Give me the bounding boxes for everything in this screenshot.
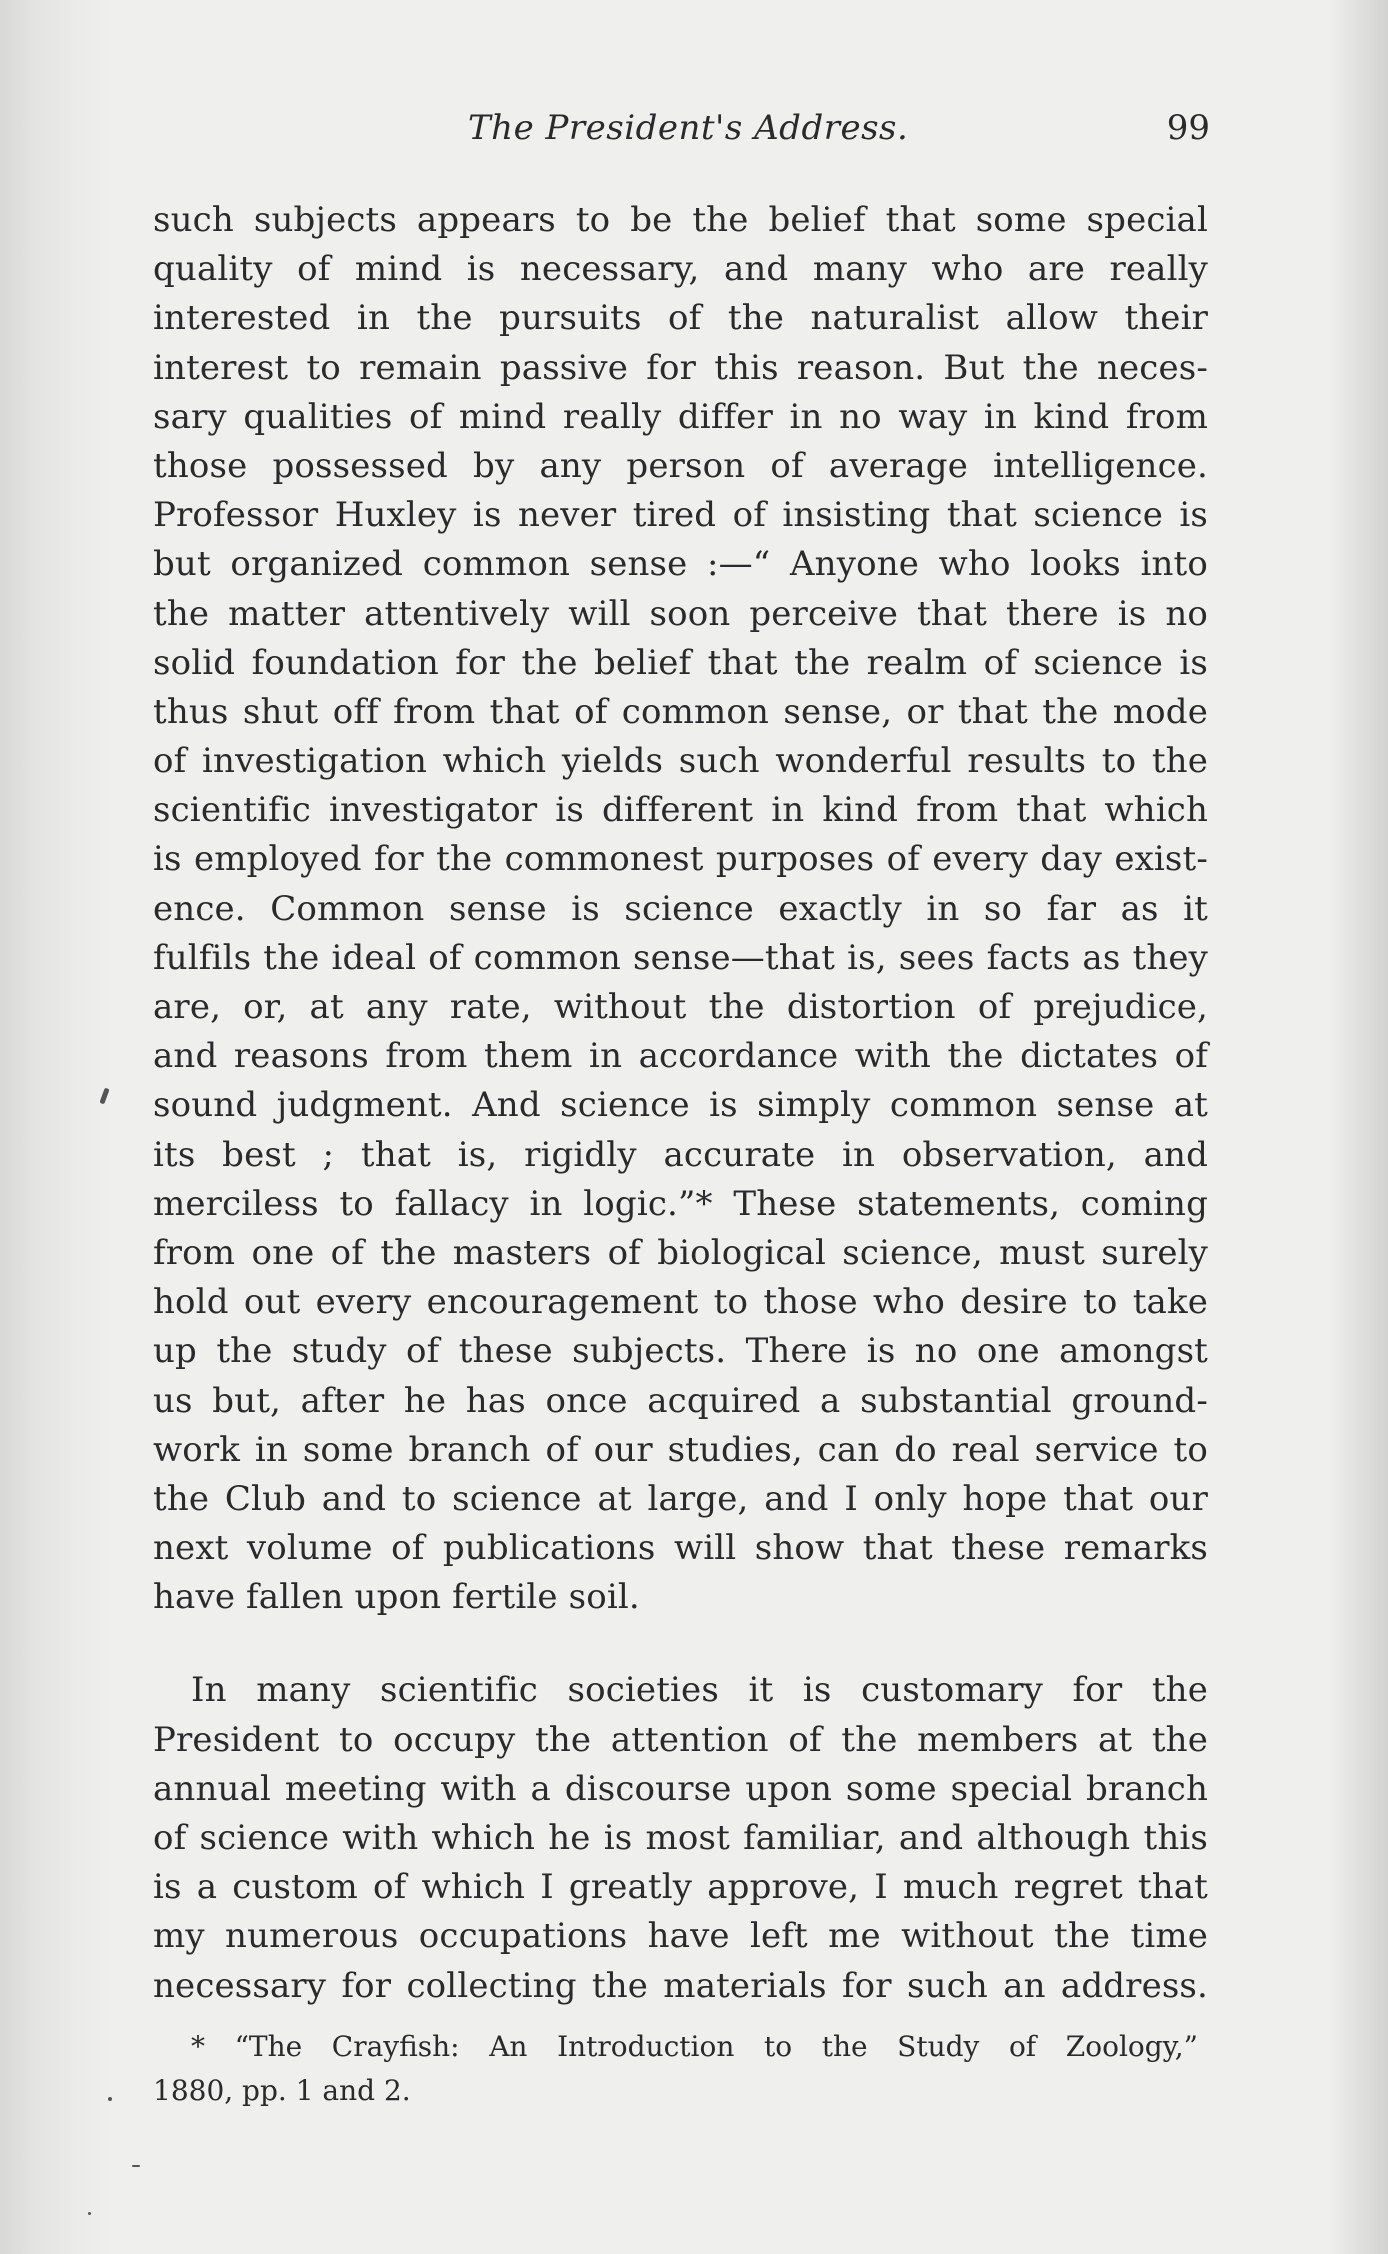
text-line: the Club and to science at large, and I only hope that our <box>153 1478 1208 1519</box>
text-line: sary qualities of mind really differ in no way in kind from <box>153 396 1208 437</box>
text-line: In many scientific societies it is customary for the <box>191 1670 1208 1711</box>
paragraph-1 <box>153 196 1208 1622</box>
footnote-line: 1880, pp. 1 and 2. <box>153 2074 411 2107</box>
text-line: are, or, at any rate, without the distortion of prejudice, <box>153 987 1208 1027</box>
page-shadow-right <box>1328 0 1388 2254</box>
text-line: President to occupy the attention of the members at the <box>153 1719 1208 1760</box>
ink-speck <box>108 2097 112 2101</box>
text-line: annual meeting with a discourse upon some special branch <box>153 1768 1208 1809</box>
text-line: my numerous occupations have left me without the time <box>153 1916 1208 1957</box>
text-line: thus shut off from that of common sense, or that the mode <box>153 691 1208 732</box>
text-line: next volume of publications will show that these remarks <box>153 1528 1208 1569</box>
text-line: quality of mind is necessary, and many who are really <box>153 249 1208 290</box>
paragraph-gap <box>153 1622 1208 1666</box>
text-line: the matter attentively will soon perceive that there is no <box>153 593 1208 634</box>
text-line: interest to remain passive for this reason. But the neces- <box>153 347 1208 388</box>
text-line: sound judgment. And science is simply common sense at <box>153 1085 1208 1126</box>
text-line: such subjects appears to be the belief that some special <box>153 200 1208 240</box>
text-line: Professor Huxley is never tired of insisting that science is <box>153 495 1208 536</box>
text-line: solid foundation for the belief that the realm of science is <box>153 642 1208 683</box>
body-text <box>153 196 1208 2011</box>
page-header <box>150 108 1210 158</box>
page-shadow-left <box>0 0 110 2254</box>
text-line: but organized common sense :—“ Anyone who looks into <box>153 544 1208 585</box>
text-line: and reasons from them in accordance with the dictates of <box>153 1036 1208 1077</box>
text-line: merciless to fallacy in logic.”* These statements, coming <box>153 1183 1208 1224</box>
footnote <box>153 2025 1208 2113</box>
text-line: its best ; that is, rigidly accurate in observation, and <box>153 1134 1208 1175</box>
text-line: interested in the pursuits of the naturalist allow their <box>153 298 1208 339</box>
footnote-line: * “The Crayfish: An Introduction to the Study of Zoology,” <box>191 2030 1198 2063</box>
text-line: hold out every encouragement to those who desire to take <box>153 1282 1208 1323</box>
text-line: scientific investigator is different in kind from that which <box>153 790 1208 831</box>
text-line: work in some branch of our studies, can do real service to <box>153 1429 1208 1470</box>
ink-speck <box>88 2212 91 2215</box>
text-line: us but, after he has once acquired a substantial ground- <box>153 1380 1208 1421</box>
page-number: 99 <box>1166 108 1210 148</box>
text-line: ence. Common sense is science exactly in so far as it <box>153 888 1208 929</box>
text-line: is a custom of which I greatly approve, I much regret that <box>153 1867 1208 1908</box>
text-line: those possessed by any person of average intelligence. <box>153 445 1208 486</box>
text-line: have fallen upon fertile soil. <box>153 1577 640 1618</box>
text-line: is employed for the commonest purposes of every day exist- <box>153 839 1208 880</box>
text-line: of science with which he is most familiar, and although this <box>153 1818 1208 1858</box>
text-line: of investigation which yields such wonderful results to the <box>153 741 1208 782</box>
running-title: The President's Address. <box>468 108 909 148</box>
text-line: from one of the masters of biological science, must surely <box>153 1232 1208 1273</box>
text-line: up the study of these subjects. There is no one amongst <box>153 1331 1208 1372</box>
ink-speck <box>132 2165 140 2167</box>
paragraph-2 <box>153 1666 1208 2010</box>
text-line: necessary for collecting the materials for such an address. <box>153 1965 1208 2006</box>
text-line: fulfils the ideal of common sense—that is, sees facts as they <box>153 937 1208 978</box>
